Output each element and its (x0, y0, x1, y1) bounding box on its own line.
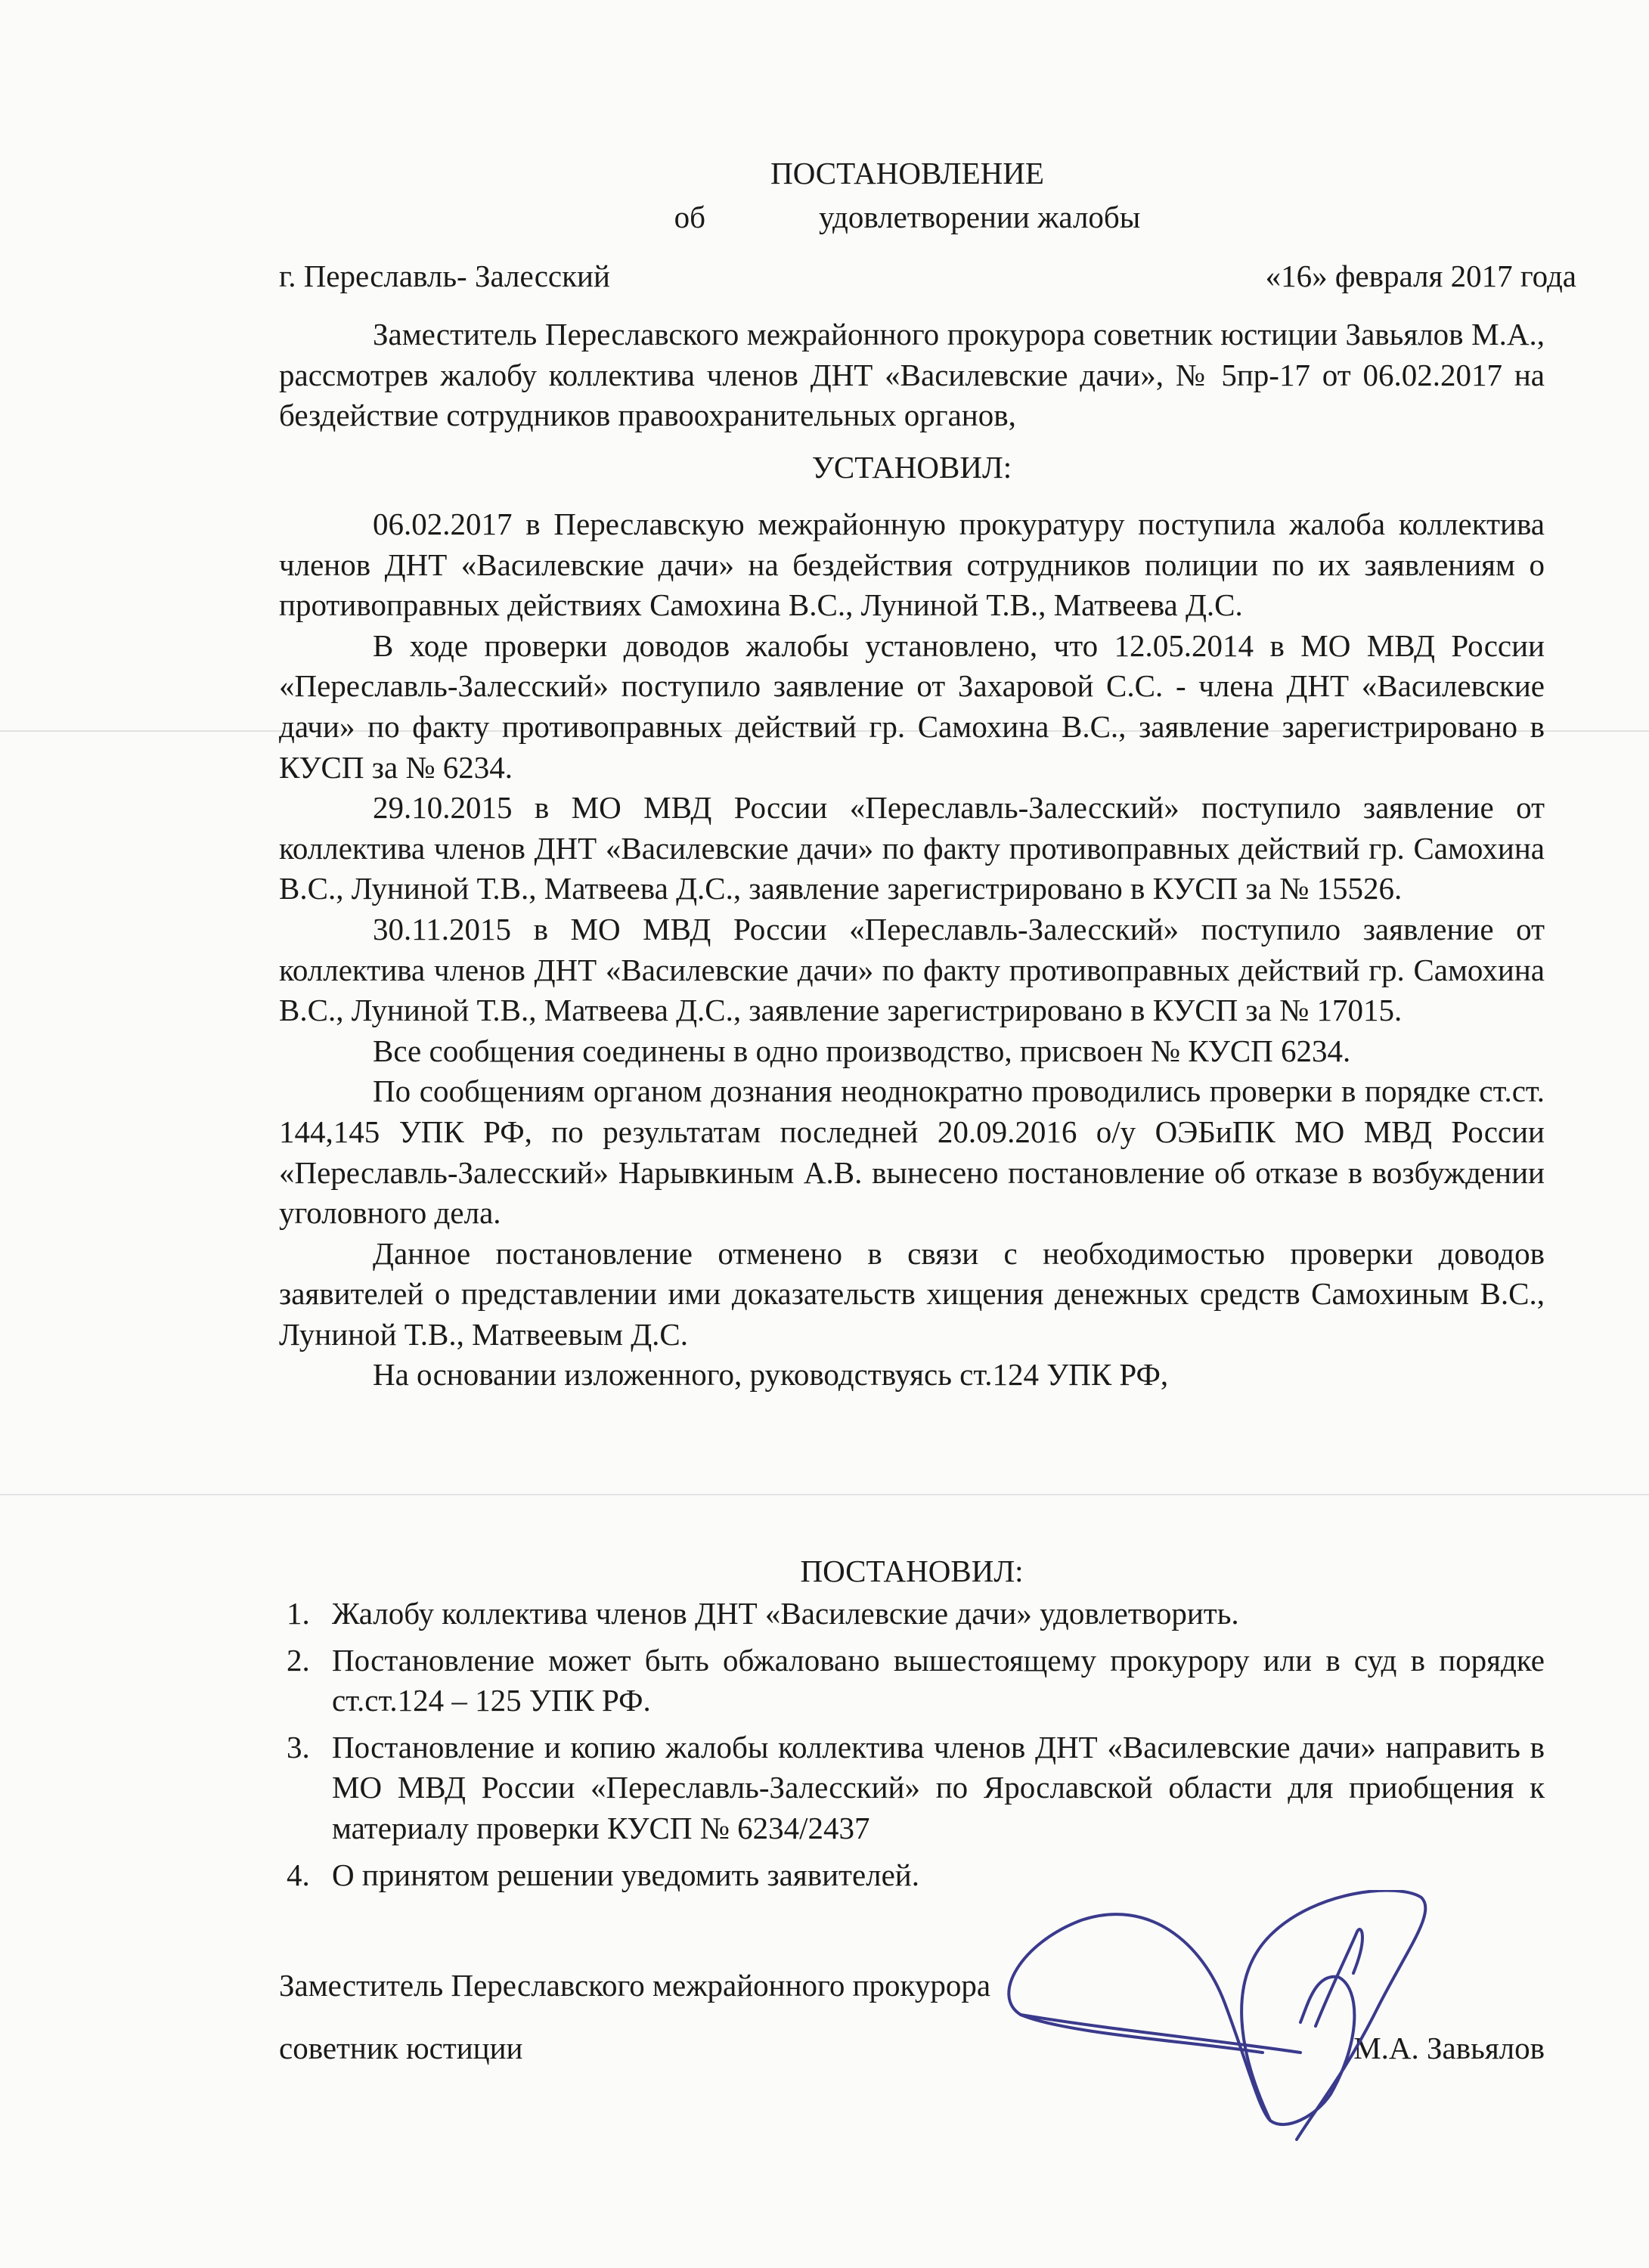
signatory-rank: советник юстиции (279, 2031, 523, 2065)
paragraph: Все сообщения соединены в одно производство, присвоен № КУСП 6234. (373, 1033, 1351, 1068)
document-title: ПОСТАНОВЛЕНИЕ (770, 156, 1044, 191)
signature-stroke (1009, 1914, 1354, 2124)
resolutions-list (279, 1594, 1545, 1901)
paragraph: На основании изложенного, руководствуясь ст.124 УПК РФ, (373, 1357, 1169, 1393)
item-number: 4. (287, 1857, 310, 1892)
document-date: «16» февраля 2017 года (1265, 259, 1576, 293)
intro-paragraph: Заместитель Переславского межрайонного прокурора советник юстиции Завьялов М.А., рассмотрев жалобу коллектива членов ДНТ «Василевские дачи», № 5пр-17 от 06.02.2017 на бездействие сотрудников правоохранительных органов, (279, 317, 1545, 433)
document-subtitle (0, 199, 1649, 235)
signature-stroke (1241, 1891, 1425, 2139)
paragraph: Данное постановление отменено в связи с необходимостью проверки доводов заявителей о представлении ими доказательств хищения денежных средств Самохиным В.С., Луниной Т.В., Матвеевым Д.С. (279, 1235, 1545, 1352)
document-body (279, 504, 1545, 1396)
city: г. Переславль- Залесский (279, 259, 610, 293)
signatory-position: Заместитель Переславского межрайонного прокурора (279, 1968, 991, 2003)
subtitle-prefix: об (674, 200, 706, 234)
item-number: 2. (287, 1642, 310, 1678)
item-text: О принятом решении уведомить заявителей. (332, 1857, 919, 1892)
item-number: 3. (287, 1729, 310, 1765)
subtitle-suffix: удовлетворении жалобы (819, 200, 1141, 234)
resolution-item (279, 1594, 1545, 1634)
signatory-name: М.А. Завьялов (1353, 2031, 1545, 2065)
fold-crease (0, 1494, 1649, 1495)
signature-stroke (1021, 2015, 1300, 2053)
paragraph: В ходе проверки доводов жалобы установлено, что 12.05.2014 в МО МВД России «Переславль-Залесский» поступило заявление от Захаровой С.С. - члена ДНТ «Василевские дачи» по факту противоправных действий гр. Самохина В.С., заявление зарегистрировано в КУСП за № 6234. (279, 627, 1545, 785)
item-text: Постановление и копию жалобы коллектива членов ДНТ «Василевские дачи» направить в МО МВД России «Переславль-Залесский» по Ярославской области для приобщения к материалу проверки КУСП № 6234/2437 (332, 1729, 1545, 1845)
paragraph: 06.02.2017 в Переславскую межрайонную прокуратуру поступила жалоба коллектива членов ДНТ «Василевские дачи» на бездействия сотрудников полиции по их заявлениям о противоправных действиях Самохина В.С., Луниной Т.В., Матвеева Д.С. (279, 507, 1545, 623)
paragraph: 29.10.2015 в МО МВД России «Переславль-Залесский» поступило заявление от коллектива членов ДНТ «Василевские дачи» по факту противоправных действий гр. Самохина В.С., Луниной Т.В., Матвеева Д.С., заявление зарегистрировано в КУСП за № 15526. (279, 790, 1545, 906)
item-number: 1. (287, 1596, 310, 1631)
established-heading: УСТАНОВИЛ: (811, 450, 1012, 485)
handwritten-signature (998, 1890, 1588, 2147)
item-text: Постановление может быть обжаловано вышестоящему прокурору или в суд в порядке ст.ст.124 – 125 УПК РФ. (332, 1642, 1545, 1718)
resolved-heading: ПОСТАНОВИЛ: (800, 1554, 1024, 1588)
resolution-item (279, 1641, 1545, 1721)
resolution-item (279, 1727, 1545, 1849)
paragraph: По сообщениям органом дознания неоднократно проводились проверки в порядке ст.ст. 144,145 УПК РФ, по результатам последней 20.09.2016 о/у ОЭБиПК МО МВД России «Переславль-Залесский» Нарывкиным А.В. вынесено постановление об отказе в возбуждении уголовного дела. (279, 1074, 1545, 1231)
paragraph: 30.11.2015 в МО МВД России «Переславль-Залесский» поступило заявление от коллектива членов ДНТ «Василевские дачи» по факту противоправных действий гр. Самохина В.С., Луниной Т.В., Матвеева Д.С., заявление зарегистрировано в КУСП за № 17015. (279, 911, 1545, 1028)
item-text: Жалобу коллектива членов ДНТ «Василевские дачи» удовлетворить. (332, 1596, 1239, 1631)
